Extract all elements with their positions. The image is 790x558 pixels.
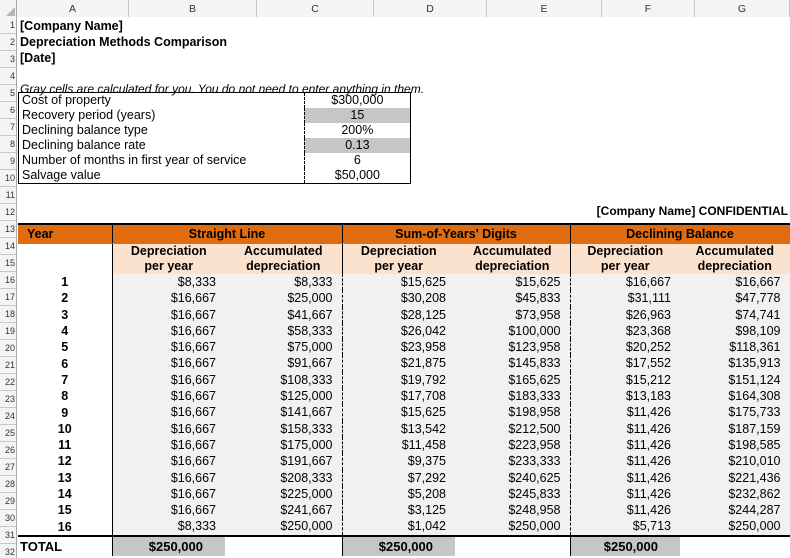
table-row xyxy=(18,355,790,371)
declining-balance-accumulated-depreciation: $210,010 xyxy=(680,453,790,469)
input-label: Recovery period (years) xyxy=(22,108,156,122)
sub-line-1: Depreciation xyxy=(130,243,207,258)
row-year: 12 xyxy=(18,453,112,469)
declining-balance-accumulated-depreciation: $118,361 xyxy=(680,339,790,355)
row-header-3[interactable]: 3 xyxy=(0,51,16,68)
row-header-25[interactable]: 25 xyxy=(0,425,16,442)
table-row xyxy=(18,437,790,453)
row-year: 10 xyxy=(18,421,112,437)
declining-balance-depreciation-per-year: $5,713 xyxy=(570,518,680,535)
table-row xyxy=(18,274,790,290)
gray-cells-note: Gray cells are calculated for you. You do not need to enter anything in them. xyxy=(20,82,425,96)
row-header-27[interactable]: 27 xyxy=(0,459,16,476)
declining-balance-accumulated-depreciation: $232,862 xyxy=(680,486,790,502)
sum-of-years-depreciation-per-year: $9,375 xyxy=(342,453,455,469)
straight-line-accumulated-depreciation: $175,000 xyxy=(225,437,342,453)
row-year: 2 xyxy=(18,290,112,306)
declining-balance-depreciation-per-year: $11,426 xyxy=(570,421,680,437)
sub-header-sy-accumulated-depreciation xyxy=(455,243,570,274)
sum-of-years-accumulated-depreciation: $240,625 xyxy=(455,470,570,486)
input-label: Declining balance type xyxy=(22,123,148,137)
straight-line-accumulated-depreciation: $125,000 xyxy=(225,388,342,404)
row-header-28[interactable]: 28 xyxy=(0,476,16,493)
input-label: Number of months in first year of service xyxy=(22,153,247,167)
confidential-label: [Company Name] CONFIDENTIAL xyxy=(596,204,788,218)
straight-line-depreciation-per-year: $16,667 xyxy=(112,470,225,486)
sum-of-years-depreciation-per-year: $15,625 xyxy=(342,404,455,420)
total-straight-line-depreciation: $250,000 xyxy=(112,536,225,556)
input-value-cell[interactable]: 15 xyxy=(304,108,410,123)
declining-balance-depreciation-per-year: $15,212 xyxy=(570,372,680,388)
declining-balance-accumulated-depreciation: $98,109 xyxy=(680,323,790,339)
depreciation-comparison-table xyxy=(18,223,790,556)
straight-line-depreciation-per-year: $16,667 xyxy=(112,388,225,404)
declining-balance-accumulated-depreciation: $74,741 xyxy=(680,307,790,323)
row-header-1[interactable]: 1 xyxy=(0,17,16,34)
row-header-30[interactable]: 30 xyxy=(0,510,16,527)
input-value-cell[interactable]: $50,000 xyxy=(304,168,410,184)
row-header-6[interactable]: 6 xyxy=(0,102,16,119)
sub-line-1: Depreciation xyxy=(360,243,437,258)
straight-line-accumulated-depreciation: $58,333 xyxy=(225,323,342,339)
column-header-c[interactable]: C xyxy=(257,0,374,17)
group-header-declining-balance: Declining Balance xyxy=(570,224,790,243)
column-header-g[interactable]: G xyxy=(695,0,790,17)
sum-of-years-accumulated-depreciation: $145,833 xyxy=(455,355,570,371)
row-year: 13 xyxy=(18,470,112,486)
declining-balance-depreciation-per-year: $23,368 xyxy=(570,323,680,339)
straight-line-depreciation-per-year: $8,333 xyxy=(112,274,225,290)
row-year: 14 xyxy=(18,486,112,502)
column-header-a[interactable]: A xyxy=(17,0,129,17)
declining-balance-depreciation-per-year: $11,426 xyxy=(570,470,680,486)
sub-line-1: Depreciation xyxy=(587,243,664,258)
sum-of-years-depreciation-per-year: $1,042 xyxy=(342,518,455,535)
group-header-row xyxy=(18,224,790,243)
row-year: 4 xyxy=(18,323,112,339)
input-label: Salvage value xyxy=(22,168,101,182)
row-year: 5 xyxy=(18,339,112,355)
row-header-31[interactable]: 31 xyxy=(0,527,16,544)
input-label: Cost of property xyxy=(22,93,111,107)
row-header-7[interactable]: 7 xyxy=(0,119,16,136)
straight-line-depreciation-per-year: $16,667 xyxy=(112,355,225,371)
declining-balance-accumulated-depreciation: $47,778 xyxy=(680,290,790,306)
input-label: Declining balance rate xyxy=(22,138,146,152)
inputs-table xyxy=(18,92,411,184)
declining-balance-depreciation-per-year: $20,252 xyxy=(570,339,680,355)
sum-of-years-depreciation-per-year: $5,208 xyxy=(342,486,455,502)
sum-of-years-accumulated-depreciation: $15,625 xyxy=(455,274,570,290)
sum-of-years-accumulated-depreciation: $250,000 xyxy=(455,518,570,535)
row-header-13[interactable]: 13 xyxy=(0,221,16,238)
row-header-21[interactable]: 21 xyxy=(0,357,16,374)
declining-balance-accumulated-depreciation: $250,000 xyxy=(680,518,790,535)
row-header-29[interactable]: 29 xyxy=(0,493,16,510)
input-value-cell[interactable]: 200% xyxy=(304,123,410,138)
row-header-11[interactable]: 11 xyxy=(0,187,16,204)
declining-balance-depreciation-per-year: $26,963 xyxy=(570,307,680,323)
sub-line-2: per year xyxy=(374,258,424,273)
row-header-15[interactable]: 15 xyxy=(0,255,16,272)
sum-of-years-accumulated-depreciation: $248,958 xyxy=(455,502,570,518)
declining-balance-accumulated-depreciation: $164,308 xyxy=(680,388,790,404)
sum-of-years-accumulated-depreciation: $183,333 xyxy=(455,388,570,404)
row-header-16[interactable]: 16 xyxy=(0,272,16,289)
straight-line-depreciation-per-year: $16,667 xyxy=(112,290,225,306)
sum-of-years-depreciation-per-year: $3,125 xyxy=(342,502,455,518)
row-header-23[interactable]: 23 xyxy=(0,391,16,408)
total-label: TOTAL xyxy=(18,536,112,556)
input-value-cell[interactable]: 0.13 xyxy=(304,138,410,153)
declining-balance-depreciation-per-year: $11,426 xyxy=(570,404,680,420)
sub-header-row xyxy=(18,243,790,274)
sub-line-1: Accumulated xyxy=(244,243,323,258)
sum-of-years-accumulated-depreciation: $212,500 xyxy=(455,421,570,437)
input-row xyxy=(19,93,411,109)
straight-line-accumulated-depreciation: $208,333 xyxy=(225,470,342,486)
sub-header-db-depreciation-per-year xyxy=(570,243,680,274)
row-header-32[interactable]: 32 xyxy=(0,544,16,558)
straight-line-accumulated-depreciation: $250,000 xyxy=(225,518,342,535)
straight-line-accumulated-depreciation: $25,000 xyxy=(225,290,342,306)
row-year: 15 xyxy=(18,502,112,518)
straight-line-accumulated-depreciation: $75,000 xyxy=(225,339,342,355)
straight-line-depreciation-per-year: $16,667 xyxy=(112,502,225,518)
straight-line-depreciation-per-year: $16,667 xyxy=(112,453,225,469)
column-header-e[interactable]: E xyxy=(487,0,602,17)
row-header-22[interactable]: 22 xyxy=(0,374,16,391)
total-declining-balance-accumulated-blank xyxy=(680,536,790,556)
group-header-straight-line: Straight Line xyxy=(112,224,342,243)
sum-of-years-depreciation-per-year: $11,458 xyxy=(342,437,455,453)
row-header-19[interactable]: 19 xyxy=(0,323,16,340)
straight-line-accumulated-depreciation: $8,333 xyxy=(225,274,342,290)
sum-of-years-depreciation-per-year: $17,708 xyxy=(342,388,455,404)
declining-balance-accumulated-depreciation: $187,159 xyxy=(680,421,790,437)
sub-header-sl-accumulated-depreciation xyxy=(225,243,342,274)
declining-balance-depreciation-per-year: $13,183 xyxy=(570,388,680,404)
sum-of-years-accumulated-depreciation: $73,958 xyxy=(455,307,570,323)
declining-balance-accumulated-depreciation: $135,913 xyxy=(680,355,790,371)
table-row xyxy=(18,323,790,339)
table-row xyxy=(18,404,790,420)
declining-balance-accumulated-depreciation: $198,585 xyxy=(680,437,790,453)
group-header-sum-of-years-digits: Sum-of-Years' Digits xyxy=(342,224,570,243)
sub-line-2: depreciation xyxy=(475,258,550,273)
row-year: 9 xyxy=(18,404,112,420)
sum-of-years-depreciation-per-year: $13,542 xyxy=(342,421,455,437)
straight-line-depreciation-per-year: $16,667 xyxy=(112,323,225,339)
declining-balance-accumulated-depreciation: $151,124 xyxy=(680,372,790,388)
straight-line-accumulated-depreciation: $158,333 xyxy=(225,421,342,437)
total-sum-of-years-depreciation: $250,000 xyxy=(342,536,455,556)
input-value-cell[interactable]: 6 xyxy=(304,153,410,168)
row-number-gutter xyxy=(0,17,17,558)
sub-header-sl-depreciation-per-year xyxy=(112,243,225,274)
straight-line-depreciation-per-year: $16,667 xyxy=(112,486,225,502)
sum-of-years-depreciation-per-year: $19,792 xyxy=(342,372,455,388)
row-header-5[interactable]: 5 xyxy=(0,85,16,102)
column-header-strip xyxy=(0,0,790,17)
row-header-12[interactable]: 12 xyxy=(0,204,16,221)
table-row xyxy=(18,502,790,518)
sum-of-years-depreciation-per-year: $23,958 xyxy=(342,339,455,355)
sub-line-2: depreciation xyxy=(697,258,772,273)
straight-line-accumulated-depreciation: $191,667 xyxy=(225,453,342,469)
total-row xyxy=(18,536,790,556)
row-header-2[interactable]: 2 xyxy=(0,34,16,51)
declining-balance-depreciation-per-year: $17,552 xyxy=(570,355,680,371)
table-row xyxy=(18,372,790,388)
sum-of-years-accumulated-depreciation: $245,833 xyxy=(455,486,570,502)
sub-header-db-accumulated-depreciation xyxy=(680,243,790,274)
sum-of-years-accumulated-depreciation: $223,958 xyxy=(455,437,570,453)
title-date: [Date] xyxy=(20,51,56,65)
sum-of-years-accumulated-depreciation: $165,625 xyxy=(455,372,570,388)
table-row xyxy=(18,486,790,502)
straight-line-depreciation-per-year: $16,667 xyxy=(112,404,225,420)
title-company: [Company Name] xyxy=(20,19,123,33)
declining-balance-depreciation-per-year: $11,426 xyxy=(570,486,680,502)
row-year: 3 xyxy=(18,307,112,323)
total-declining-balance-depreciation: $250,000 xyxy=(570,536,680,556)
sub-line-2: per year xyxy=(600,258,650,273)
declining-balance-accumulated-depreciation: $244,287 xyxy=(680,502,790,518)
total-sum-of-years-accumulated-blank xyxy=(455,536,570,556)
row-year: 11 xyxy=(18,437,112,453)
title-subject: Depreciation Methods Comparison xyxy=(20,35,227,49)
input-row xyxy=(19,138,411,153)
table-row xyxy=(18,470,790,486)
table-row xyxy=(18,453,790,469)
table-row xyxy=(18,307,790,323)
row-header-17[interactable]: 17 xyxy=(0,289,16,306)
sub-line-2: per year xyxy=(144,258,194,273)
row-header-10[interactable]: 10 xyxy=(0,170,16,187)
input-row xyxy=(19,168,411,184)
sub-header-spacer xyxy=(18,243,112,274)
column-header-b[interactable]: B xyxy=(129,0,257,17)
table-row xyxy=(18,518,790,535)
input-value-cell[interactable]: $300,000 xyxy=(304,93,410,109)
row-header-8[interactable]: 8 xyxy=(0,136,16,153)
straight-line-depreciation-per-year: $16,667 xyxy=(112,421,225,437)
row-year: 6 xyxy=(18,355,112,371)
sum-of-years-depreciation-per-year: $28,125 xyxy=(342,307,455,323)
straight-line-accumulated-depreciation: $41,667 xyxy=(225,307,342,323)
declining-balance-depreciation-per-year: $11,426 xyxy=(570,453,680,469)
row-year: 7 xyxy=(18,372,112,388)
row-header-18[interactable]: 18 xyxy=(0,306,16,323)
input-row xyxy=(19,123,411,138)
table-row xyxy=(18,339,790,355)
sum-of-years-accumulated-depreciation: $45,833 xyxy=(455,290,570,306)
row-header-4[interactable]: 4 xyxy=(0,68,16,85)
sum-of-years-depreciation-per-year: $21,875 xyxy=(342,355,455,371)
table-row xyxy=(18,388,790,404)
straight-line-accumulated-depreciation: $91,667 xyxy=(225,355,342,371)
declining-balance-accumulated-depreciation: $221,436 xyxy=(680,470,790,486)
header-year: Year xyxy=(18,224,112,243)
row-header-14[interactable]: 14 xyxy=(0,238,16,255)
sum-of-years-accumulated-depreciation: $123,958 xyxy=(455,339,570,355)
row-year: 16 xyxy=(18,518,112,535)
straight-line-depreciation-per-year: $8,333 xyxy=(112,518,225,535)
row-header-20[interactable]: 20 xyxy=(0,340,16,357)
straight-line-depreciation-per-year: $16,667 xyxy=(112,437,225,453)
sum-of-years-depreciation-per-year: $7,292 xyxy=(342,470,455,486)
straight-line-accumulated-depreciation: $225,000 xyxy=(225,486,342,502)
sub-header-sy-depreciation-per-year xyxy=(342,243,455,274)
declining-balance-accumulated-depreciation: $16,667 xyxy=(680,274,790,290)
input-row xyxy=(19,108,411,123)
column-header-d[interactable]: D xyxy=(374,0,487,17)
sum-of-years-depreciation-per-year: $15,625 xyxy=(342,274,455,290)
declining-balance-depreciation-per-year: $16,667 xyxy=(570,274,680,290)
table-row xyxy=(18,290,790,306)
declining-balance-accumulated-depreciation: $175,733 xyxy=(680,404,790,420)
column-header-f[interactable]: F xyxy=(602,0,695,17)
sub-line-1: Accumulated xyxy=(473,243,552,258)
table-row xyxy=(18,421,790,437)
declining-balance-depreciation-per-year: $31,111 xyxy=(570,290,680,306)
sum-of-years-accumulated-depreciation: $233,333 xyxy=(455,453,570,469)
sum-of-years-depreciation-per-year: $26,042 xyxy=(342,323,455,339)
straight-line-accumulated-depreciation: $241,667 xyxy=(225,502,342,518)
straight-line-accumulated-depreciation: $108,333 xyxy=(225,372,342,388)
total-straight-line-accumulated-blank xyxy=(225,536,342,556)
straight-line-accumulated-depreciation: $141,667 xyxy=(225,404,342,420)
row-header-24[interactable]: 24 xyxy=(0,408,16,425)
sum-of-years-accumulated-depreciation: $198,958 xyxy=(455,404,570,420)
sum-of-years-accumulated-depreciation: $100,000 xyxy=(455,323,570,339)
sheet-content xyxy=(18,18,790,558)
straight-line-depreciation-per-year: $16,667 xyxy=(112,339,225,355)
row-header-9[interactable]: 9 xyxy=(0,153,16,170)
select-all-corner[interactable] xyxy=(0,0,17,17)
declining-balance-depreciation-per-year: $11,426 xyxy=(570,437,680,453)
declining-balance-depreciation-per-year: $11,426 xyxy=(570,502,680,518)
row-year: 1 xyxy=(18,274,112,290)
straight-line-depreciation-per-year: $16,667 xyxy=(112,307,225,323)
straight-line-depreciation-per-year: $16,667 xyxy=(112,372,225,388)
input-row xyxy=(19,153,411,168)
row-year: 8 xyxy=(18,388,112,404)
sub-line-2: depreciation xyxy=(246,258,321,273)
sum-of-years-depreciation-per-year: $30,208 xyxy=(342,290,455,306)
row-header-26[interactable]: 26 xyxy=(0,442,16,459)
sub-line-1: Accumulated xyxy=(695,243,774,258)
